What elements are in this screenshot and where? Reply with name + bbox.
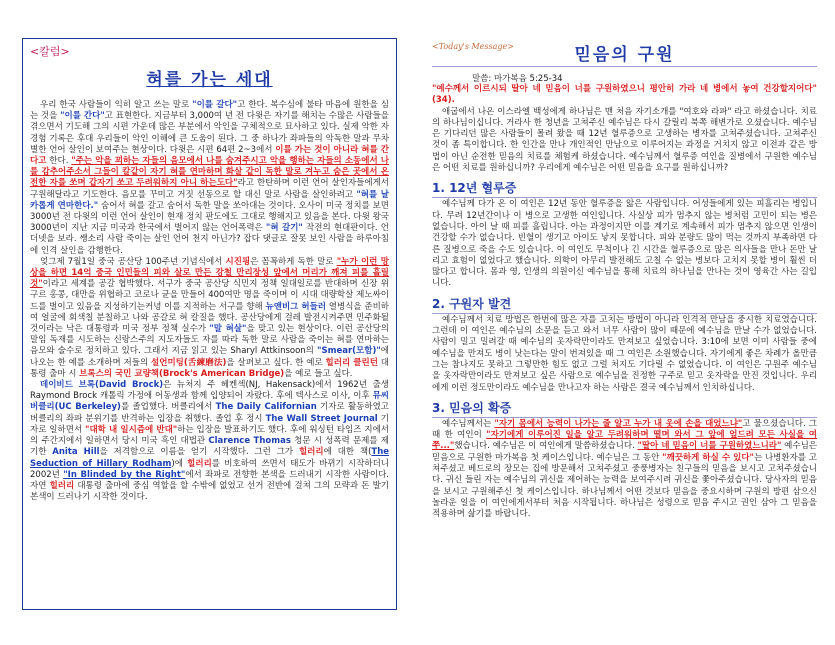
section-1-body: 예수님께 다가 온 이 여인은 12년 동안 혈루증을 앓은 사람입니다. 어성들에게 있는 피흘리는 병입니다. 무려 12년간이나 이 병으로 고생한 여인입니다. 사실상 피가 멈추지 않는 병처럼 고민이 되는 병은 없습니다. 아이 날 때 피를 흘립니다. 아는 과정이지만 이를 계기로 계속해서 피가 멈추지 않으면 인생이 건강할 수가 없습니다. 빈혈이 생기고 아이도 낳지 못합니다. 피와 분량도 많이 먹는 것까지 부족하면 다른 질병으로 죽을 수도 있습니다. 이 여인도 무척이나 긴 시간을 혈루증으로 많은 의사들을 만나 돈만 날리고 효험이 없었다고 했습니다. 의학이 아무리 발전해도 고칠 수 없는 병보다 고치지 못할 병이 훨씬 더 많다고 합니다. 몸과 영, 인생의 의원이신 예수님을 통해 치료의 하나님을 만나는 것이 영육간 사는 길입니다. bbox=[432, 199, 817, 289]
message-intro: 애굽에서 나온 이스라엘 백성에게 하나님은 맨 처음 자기소개를 "여호와 라파" 라고 하셨습니다. 치료의 하나님이십니다. 거라사 한 청년을 고쳐주신 예수님은 다시 갈릴리 북쪽 해변가로 오셨습니다. 예수님은 기다리던 많은 사람들이 몰려 왔을 때 12년 혈루증으로 고생하는 병자를 고쳐주셨습니다. 고쳐주신 것이 좀 특이합니다. 한 인간을 만나 개인적인 만남으로 이루어지는 과정을 거치지 않고 이전과 같은 방법이 아닌 순전한 믿음의 치료를 체험케 하셨습니다. 예수님께서 혈루증 여인을 질병에서 구원한 예수님은 어떤 치료를 원하십니까? 우리에게 예수님은 어떤 믿음을 요구를 원하십니까? bbox=[432, 106, 817, 174]
section-1-heading: 1. 12년 혈루증 bbox=[432, 179, 817, 198]
section-3-body: 예수님께서는 "자기 몸에서 능력이 나가는 줄 알고 누가 내 옷에 손을 대었느냐"고 물으셨습니다. 그 때 한 여인이 "자기에게 이루어진 일을 알고 두려워하며 떨며 와서 그 앞에 엎드려 모든 사실을 여쭈..."했습니다. 예수님은 이 여인에게 말씀하셨습니다. "딸아 네 믿음이 너를 구원하였느니라" 예수님은 믿음으로 구원한 마가복음 첫 케이스입니다. 예수님은 그 동안 "깨끗하게 하실 수 있다"는 나병환자를 고쳐주셨고 베드로의 장모는 집에 방문해서 고쳐주셨고 중풍병자는 친구들의 믿음을 보시고 고쳐주셨습니다. 귀신 들린 자는 예수님의 귀신을 제어하는 능력을 보여주시려 귀신을 쫓아주셨습니다. 당사자의 믿음을 보시고 구원해주신 첫 케이스입니다. 하나님께서 어떤 것보다 믿음을 중요시하며 구원의 방편 삼으신 놀라운 일을 이 여인에게서부터 처음 시작됩니다. 하나님은 성령으로 믿음 주시고 권인 삼아 그 믿음을 적용하며 삶기를 바랍니다. bbox=[432, 418, 818, 520]
todays-message-tag: <Today's Message> bbox=[432, 42, 514, 51]
message-header bbox=[432, 40, 817, 65]
left-column-page bbox=[22, 38, 397, 610]
section-3-heading: 3. 믿음의 확증 bbox=[432, 399, 817, 418]
column-tag: <칼럼> bbox=[30, 45, 70, 58]
column-title: 혀를 가는 세대 bbox=[146, 70, 273, 90]
section-2-body: 예수님께서 치료 방법은 한번에 많은 자를 고치는 방법이 아니라 인격적 만남을 중시한 치료였습니다. 그런데 이 여인은 예수님의 소문을 듣고 와서 너무 사람이 많이 때문에 예수님을 만날 수가 없었습니다. 사람이 밀고 밀려갈 때 예수님의 옷자락만이라도 만져보고 싶었습니다. 3:10에 보면 이미 사람들 중에 예수님을 만져도 병이 낫는다는 말이 번져있을 때 그 여인은 소원했습니다. 자기에게 좋은 차례가 올만큼 그는 참나지도 못하고 그렇만한 힘도 없고 그럴 처지도 기다릴 수 없었습니다. 이 여인은 구원주 예수님을 옷자락만이라도 만져보고 싶은 사람으로 예수님을 진정한 구주로 믿고 옷자락을 만진 것입니다. 우리에게 이런 정도만이라도 예수님을 만나고자 하는 사람은 결국 예수님께서 인치하십니다. bbox=[432, 314, 817, 393]
left-paragraph-1: 우리 한국 사람들이 익히 알고 쓰는 말로 "이를 갈다"고 한다. 복수심에 불타 마음에 원한을 심는 것을 "이를 간다"고 표현한다. 지금부터 3,000여 년 전 다윗은 자기를 해치는 수많은 사람들을 겪으면서 기도해 그의 시편 가운데 많은 부분에서 악인을 구체적으로 묘사하고 있다. 실제 악한 자 경험 기록은 후대 우리들이 악인 이해에 큰 도움이 된다. 그 중 하나가 좌파들의 악독한 말과 무차별한 언어 살인이 보여주는 현상이다. 다윗은 시편 64편 2~3에서 이를 가는 것이 아니라 혀를 간다고 한다. "주는 악을 꾀하는 자들의 음모에서 나를 숨겨주시고 악을 행하는 자들의 소동에서 나를 감추어주소서 그들이 칼같이 자기 혀를 연마하며 화살 같이 독한 말로 겨누고 숨은 곳에서 온전한 자를 쏘며 갑자기 쏘고 두려워하지 아니 하는도다"라고 한탄하며 이런 언어 살인자들에게서 구원해달라고 기도한다. 음모를 꾸미고 거짓 선동으로 할 대신 말로 사람을 살인하려고 "혀를 날카롭게 연마한다." 숨어서 혀를 갈고 숨어서 독한 말을 쏘아대는 것이다. 오사이 미국 정치를 보면 3000년 전 다윗의 이런 언어 살인이 현재 정치 판도에도 그대로 행해지고 있음을 본다. 다윗 왕국 3000년이 지난 지금 미국과 한국에서 벌어지 않는 언어폭력은 "혀 갈기" 작전의 현대판이다. 언더넷을 보라. 쌩소리 사람 죽이는 살인 언어 천지 아닌가? 잡다 댓글로 잘못 보인 사람을 하루아침에 인격 살인을 감행한다. bbox=[30, 100, 390, 256]
right-message-page bbox=[432, 40, 817, 630]
section-2-heading: 2. 구원자 발견 bbox=[432, 295, 817, 314]
title-divider bbox=[432, 66, 817, 67]
message-title: 믿음의 구원 bbox=[574, 45, 675, 65]
scripture-reference: 말씀: 마가복음 5:25-34 bbox=[472, 74, 563, 84]
left-paragraph-3: 데이비드 브록(David Brock)은 뉴처지 주 헤켄섹(NJ, Hakensack)에서 1962년 출생 Raymond Brock 캐톨릭 가정에 어동생과 함께 입양되어 자랐다. 후에 텍사스로 이사, 이후 뮤씨 버클리(UC Berkeley)를 졸업했다. 버클리에서 The Daily Californian 기자로 활동하였고 버클리의 좌파 분위기를 반격하는 입장을 취했다. 졸업 후 정시 The Wall Street Journal 기자로 일하면서 "대학 내 일시즘에 반대"하는 입장을 발표하기도 했다. 후에 워싱턴 타임즈 지에서의 주간지에서 일하면서 당시 미국 흑인 대법관 Clarence Thomas 청문 시 성폭력 문제를 제기한 Anita Hill을 저격함으로 이름을 얻기 시작했다. 그런 그가 힐러리에 대한 책(The Seduction of Hillary Rodham)에 힐러리를 비호하여 쓰면서 태도가 바뀌기 시작하더니 2002년 "In Blinded by the Right"에서 좌파로 전향한 본색을 드러내기 시작한 사람이다. 자연 힐러리 대통령 출마에 중심 역할을 할 수밖에 없었고 선거 전반에 걸쳐 그의 모략과 돈 발기 본색이 드러나기 시작한 것이다. bbox=[30, 380, 390, 503]
key-verse: "예수께서 이르시되 딸아 네 믿음이 너를 구원하였으니 평안히 가라 네 병에서 놓여 건강할지어다" (34). bbox=[432, 84, 817, 106]
left-paragraph-2: 엊그제 7월1일 중국 공산당 100주년 기념식에서 시진핑은 꼼꼭하게 독한 말로 "누가 이런 망상을 하면 14억 중국 인민들의 피와 살로 만든 강철 만리장성 앞에서 머리가 깨져 피를 흘릴 것"이라고 세계를 공갈 협박했다. 서구가 중국 공산당 식민지 정책 일대일로를 반대하며 신장 위구르 홍콩, 대만을 위협하고 코로나 균을 만들어 400여만 명을 죽이며 이 시대 대량학살 제노싸이드를 벌이고 있음을 지성하기는커녕 이를 지적하는 서구를 향해 뉴앤비그 허들러 열병식을 준비하여 얼굴에 회색칠 분칠하고 나와 공갈로 혀 칼질을 했다. 공산당에게 걸레 발전시켜주면 민주화될 것이라는 낙은 대통령과 미국 정부 정책 실수가 "말 혀살"을 맞고 있는 현상이다. 이런 공산당의 말임 독재를 시도하는 신랑스주의 지도자들도 자를 따라 독한 말로 사람을 죽이는 혀를 연마하는 음모와 술수로 정치하고 있다. 그래서 지금 읽고 있는 Sharyl Attkinsoon의 "Smear(모함)"에 나오는 한 예를 소개하며 저들의 설언미팅(舌練磨法)을 살펴보고 싶다. 한 예로 힐러리 클린턴 대통령 출마 시 브록스의 국민 교량책(Brock's American Bridge)을 예로 들고 싶다. bbox=[30, 256, 390, 379]
